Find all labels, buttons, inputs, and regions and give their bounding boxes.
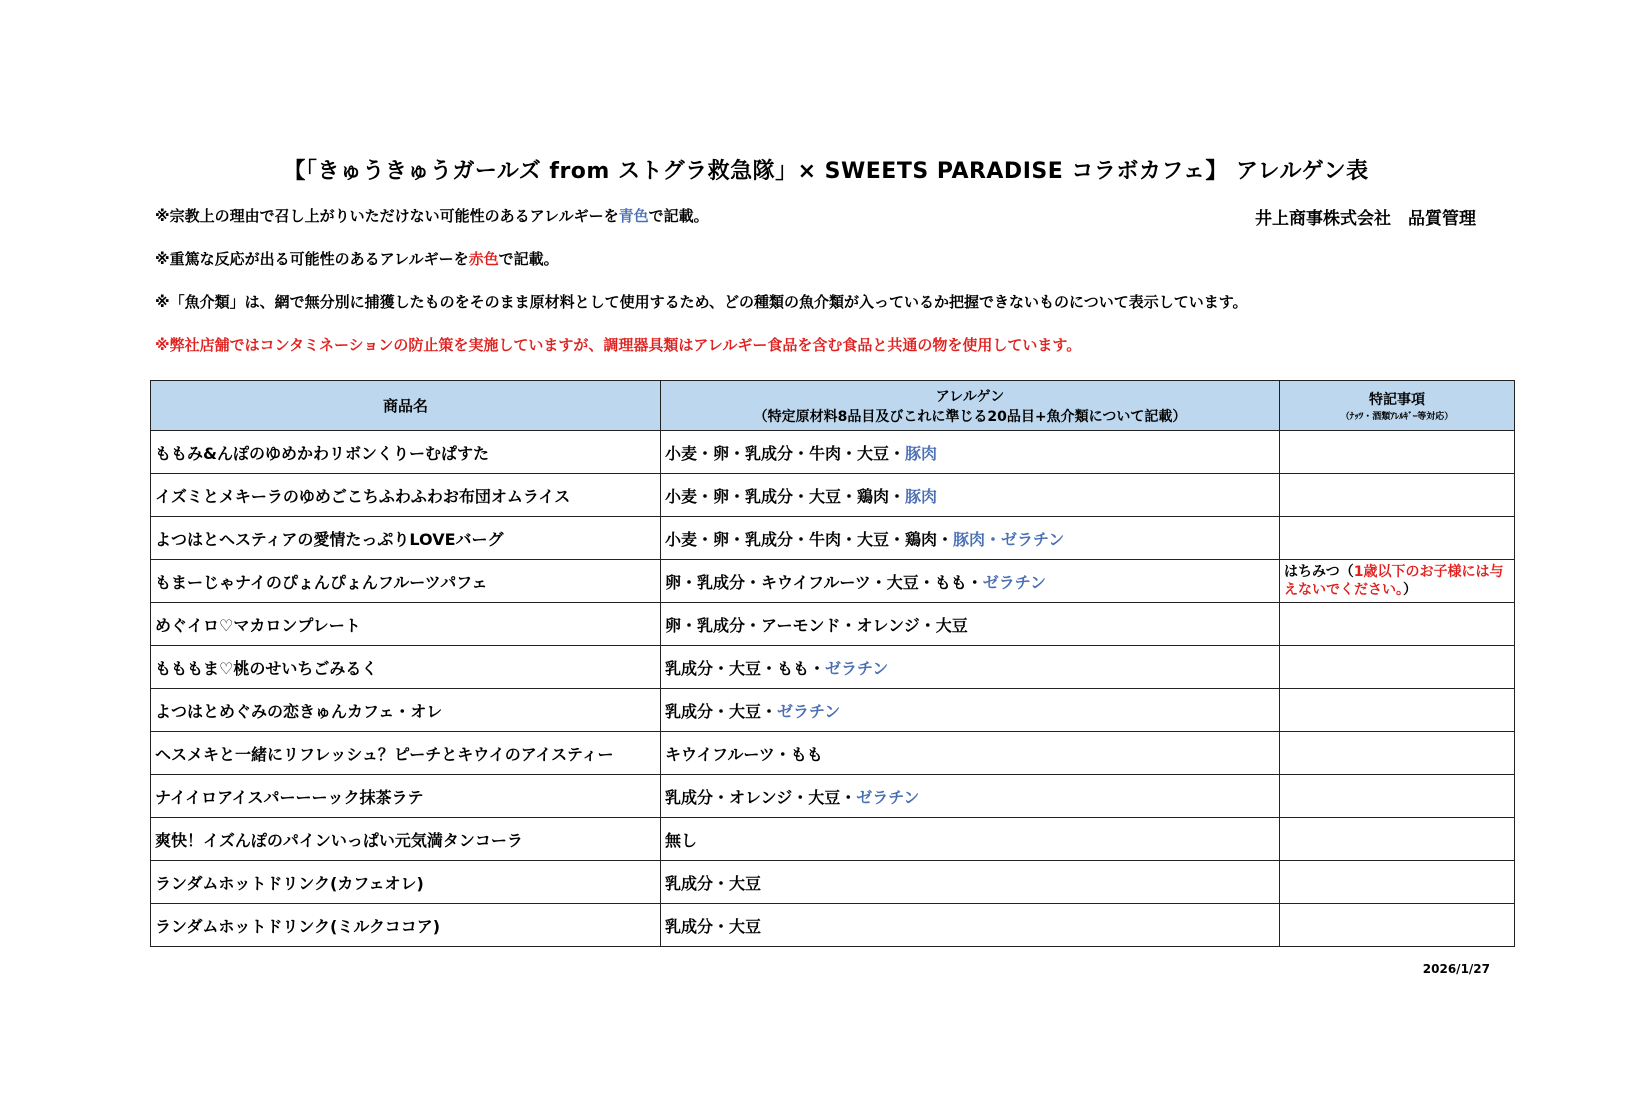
product-name: ナイイロアイスパーーーック抹茶ラテ (151, 775, 661, 818)
note-religious: ※宗教上の理由で召し上がりいただけない可能性のあるアレルギーを青色で記載。 (155, 207, 709, 225)
special-notes-cell (1280, 818, 1515, 861)
allergen-cell: 小麦・卵・乳成分・大豆・鶏肉・豚肉 (661, 474, 1280, 517)
allergen-cell: 卵・乳成分・キウイフルーツ・大豆・もも・ゼラチン (661, 560, 1280, 603)
table-row (151, 517, 1515, 560)
allergen-cell: 無し (661, 818, 1280, 861)
table-row (151, 431, 1515, 474)
special-notes-cell (1280, 775, 1515, 818)
special-notes-cell (1280, 904, 1515, 947)
allergen-cell: 小麦・卵・乳成分・牛肉・大豆・豚肉 (661, 431, 1280, 474)
special-notes-cell (1280, 689, 1515, 732)
product-name: もももま♡桃のせいちごみるく (151, 646, 661, 689)
table-row (151, 646, 1515, 689)
header-special (1280, 381, 1515, 431)
header-allergen-sub: （特定原材料8品目及びこれに準じる20品目+魚介類について記載） (753, 408, 1187, 425)
product-name: ももみ&んぽのゆめかわリボンくりーむぱすた (151, 431, 661, 474)
product-name: 爽快！イズんぽのパインいっぱい元気満タンコーラ (151, 818, 661, 861)
product-name: めぐイロ♡マカロンプレート (151, 603, 661, 646)
table-row (151, 818, 1515, 861)
header-special-title: 特記事項 (1369, 392, 1425, 408)
special-notes-cell (1280, 603, 1515, 646)
allergen-cell: キウイフルーツ・もも (661, 732, 1280, 775)
allergen-cell: 乳成分・大豆 (661, 861, 1280, 904)
table-row (151, 474, 1515, 517)
table-row (151, 775, 1515, 818)
special-notes-cell (1280, 732, 1515, 775)
header-allergen (661, 381, 1280, 431)
product-name: ランダムホットドリンク(カフェオレ) (151, 861, 661, 904)
blue-legend: 青色 (618, 207, 649, 225)
product-name: よつはとめぐみの恋きゅんカフェ・オレ (151, 689, 661, 732)
allergen-cell: 乳成分・大豆・ゼラチン (661, 689, 1280, 732)
product-name: イズミとメキーラのゆめごこちふわふわお布団オムライス (151, 474, 661, 517)
special-notes-cell (1280, 861, 1515, 904)
allergen-cell: 乳成分・オレンジ・大豆・ゼラチン (661, 775, 1280, 818)
table-header-row (151, 381, 1515, 431)
special-notes-cell (1280, 431, 1515, 474)
allergen-table (150, 380, 1515, 947)
table-row (151, 560, 1515, 603)
allergen-cell: 小麦・卵・乳成分・牛肉・大豆・鶏肉・豚肉・ゼラチン (661, 517, 1280, 560)
special-notes-cell (1280, 474, 1515, 517)
note-seafood: ※「魚介類」は、網で無分別に捕獲したものをそのまま原材料として使用するため、どの種類の魚介類が入っているか把握できないものについて表示しています。 (155, 293, 1248, 311)
special-notes-cell: はちみつ（1歳以下のお子様には与えないでください。） (1280, 560, 1515, 603)
table-row (151, 603, 1515, 646)
header-allergen-title: アレルゲン (935, 388, 1005, 405)
product-name: もまーじゃナイのぴょんぴょんフルーツパフェ (151, 560, 661, 603)
special-notes-cell (1280, 646, 1515, 689)
table-row (151, 732, 1515, 775)
note-contamination: ※弊社店舗ではコンタミネーションの防止策を実施していますが、調理器具類はアレルギー食品を含む食品と共通の物を使用しています。 (155, 336, 1082, 354)
product-name: ランダムホットドリンク(ミルクココア) (151, 904, 661, 947)
table-row (151, 861, 1515, 904)
document-date: 2026/1/27 (1422, 962, 1490, 976)
red-legend: 赤色 (468, 250, 499, 268)
header-product: 商品名 (151, 381, 661, 431)
note-severe: ※重篤な反応が出る可能性のあるアレルギーを赤色で記載。 (155, 250, 559, 268)
company-name: 井上商事株式会社 品質管理 (1255, 209, 1476, 229)
table-row (151, 689, 1515, 732)
allergen-cell: 乳成分・大豆 (661, 904, 1280, 947)
allergen-cell: 乳成分・大豆・もも・ゼラチン (661, 646, 1280, 689)
table-row (151, 904, 1515, 947)
product-name: よつはとヘスティアの愛情たっぷりLOVEバーグ (151, 517, 661, 560)
allergen-cell: 卵・乳成分・アーモンド・オレンジ・大豆 (661, 603, 1280, 646)
page-title: 【「きゅうきゅうガールズ from ストグラ救急隊」× SWEETS PARADISE コラボカフェ】 アレルゲン表 (283, 159, 1369, 184)
special-notes-cell (1280, 517, 1515, 560)
header-special-sub: （ﾅｯﾂ・酒類ｱﾚﾙｷﾞｰ等対応） (1340, 412, 1454, 422)
product-name: ヘスメキと一緒にリフレッシュ？ピーチとキウイのアイスティー (151, 732, 661, 775)
